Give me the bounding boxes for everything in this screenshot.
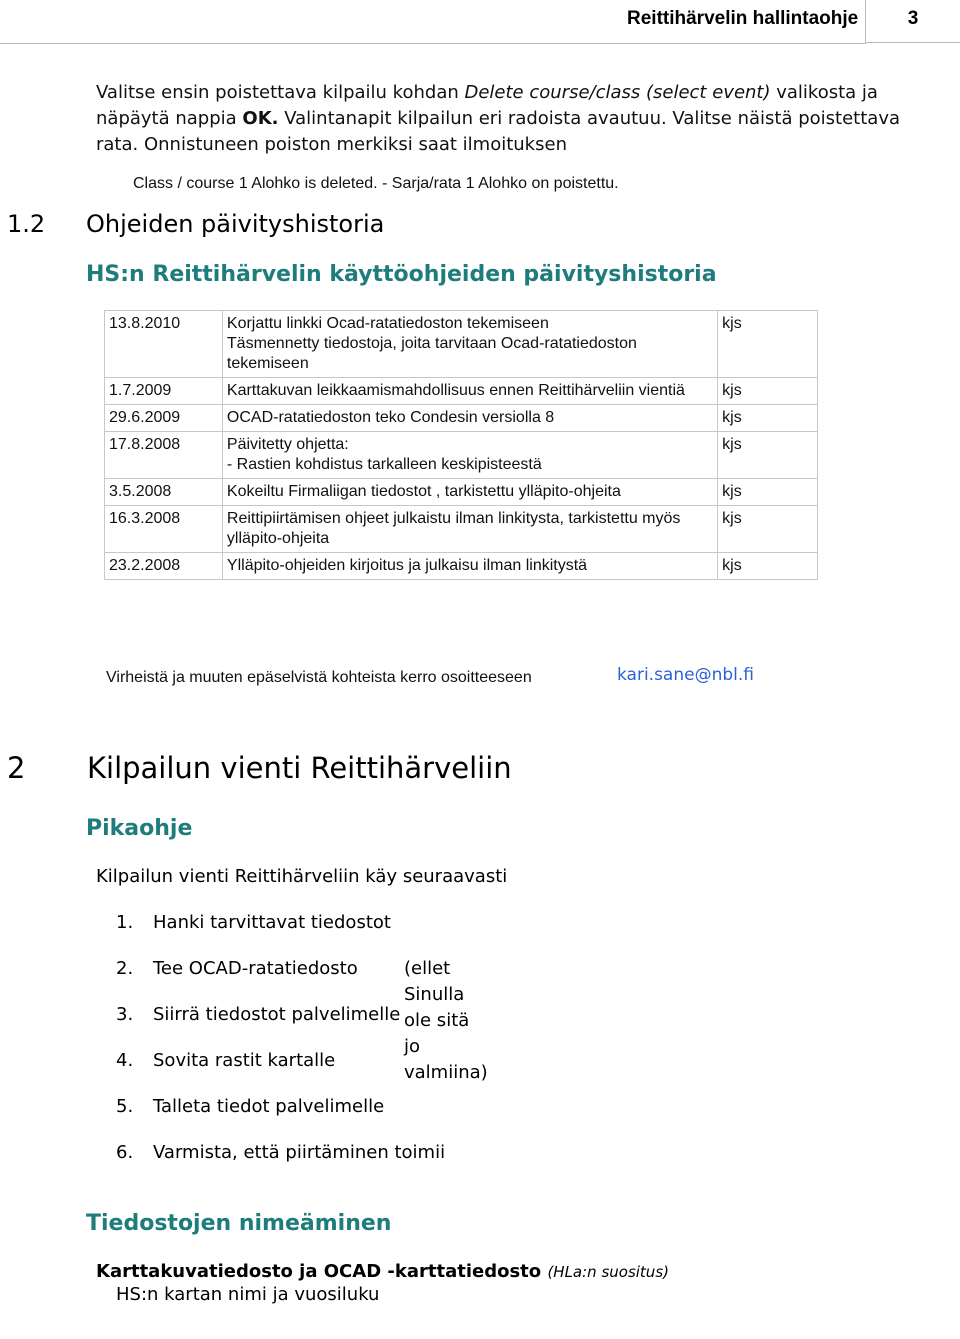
intro-part2: valikosta ja näpäytä nappia	[96, 82, 878, 129]
naming-heading: Tiedostojen nimeäminen	[86, 1211, 392, 1236]
step-number: 1.	[116, 912, 134, 933]
intro-paragraph	[96, 80, 946, 158]
history-description-line: Ylläpito-ohjeiden kirjoitus ja julkaisu ilman linkitystä	[226, 557, 588, 574]
list-item	[116, 1094, 445, 1140]
history-description	[222, 378, 717, 405]
history-author: kjs	[718, 311, 818, 378]
history-date: 23.2.2008	[105, 553, 223, 580]
step-text: Talleta tiedot palvelimelle	[153, 1096, 385, 1117]
feedback-text: Virheistä ja muuten epäselvistä kohteista kerro osoitteeseen	[106, 669, 532, 686]
list-item	[116, 1140, 445, 1186]
table-row	[105, 432, 818, 479]
section-number: 1.2	[7, 210, 46, 238]
table-row	[105, 311, 818, 378]
step-number: 4.	[116, 1050, 134, 1071]
history-description	[222, 506, 717, 553]
list-item	[116, 1048, 445, 1094]
naming-item-title: Karttakuvatiedosto ja OCAD -karttatiedosto	[96, 1261, 542, 1282]
page-number-box	[865, 0, 960, 43]
history-author: kjs	[718, 405, 818, 432]
step-text: Varmista, että piirtäminen toimii	[153, 1142, 446, 1163]
history-table	[104, 310, 818, 580]
naming-item-sub: HS:n kartan nimi ja vuosiluku	[116, 1284, 380, 1305]
history-date: 17.8.2008	[105, 432, 223, 479]
ok-label: OK.	[242, 108, 279, 129]
history-date: 1.7.2009	[105, 378, 223, 405]
history-description-line: Reittipiirtämisen ohjeet julkaistu ilman linkitysta, tarkistettu myös ylläpito-ohjeita	[226, 510, 681, 547]
header-rule	[0, 43, 866, 44]
history-date: 13.8.2010	[105, 311, 223, 378]
naming-item-note: (HLa:n suositus)	[547, 1263, 669, 1281]
history-description	[222, 479, 717, 506]
naming-item	[96, 1261, 669, 1282]
section-heading-1-2	[7, 210, 384, 238]
intro-part3: Valintanapit kilpailun eri radoista avautuu. Valitse näistä poistettava rata. Onnistuneen poiston merkiksi saat ilmoituksen	[96, 108, 901, 155]
table-row	[105, 405, 818, 432]
history-description-line: OCAD-ratatiedoston teko Condesin versiolla 8	[226, 409, 555, 426]
step-number: 5.	[116, 1096, 134, 1117]
history-description-line: Korjattu linkki Ocad-ratatiedoston tekemiseen	[226, 315, 549, 332]
page-number: 3	[907, 8, 919, 29]
intro-part1: Valitse ensin poistettava kilpailu kohdan	[96, 82, 465, 103]
history-author: kjs	[718, 479, 818, 506]
history-date: 3.5.2008	[105, 479, 223, 506]
history-description	[222, 553, 717, 580]
delete-notice: Class / course 1 Alohko is deleted. - Sarja/rata 1 Alohko on poistettu.	[133, 175, 619, 192]
step-number: 6.	[116, 1142, 134, 1163]
step-number: 2.	[116, 958, 134, 979]
step-text: Tee OCAD-ratatiedosto	[153, 958, 358, 979]
table-row	[105, 506, 818, 553]
step-number: 3.	[116, 1004, 134, 1025]
history-description-line: Karttakuvan leikkaamismahdollisuus ennen Reittihärveliin vientiä	[226, 382, 685, 399]
table-row	[105, 553, 818, 580]
section-title: Ohjeiden päivityshistoria	[86, 210, 385, 238]
history-description-line: - Rastien kohdistus tarkalleen keskipisteestä	[226, 456, 542, 473]
history-description-line: Päivitetty ohjetta:	[226, 436, 349, 453]
section-heading-2	[7, 751, 512, 785]
history-date: 29.6.2009	[105, 405, 223, 432]
step-note: (ellet Sinulla ole sitä jo valmiina)	[404, 958, 488, 1083]
running-header-title: Reittihärvelin hallintaohje	[627, 8, 859, 29]
pikaohje-intro: Kilpailun vienti Reittihärveliin käy seuraavasti	[96, 866, 508, 887]
history-author: kjs	[718, 432, 818, 479]
steps-list	[116, 910, 488, 1186]
history-description-line: Kokeiltu Firmaliigan tiedostot , tarkistettu ylläpito-ohjeita	[226, 483, 621, 500]
section-title: Kilpailun vienti Reittihärveliin	[87, 751, 512, 785]
history-author: kjs	[718, 553, 818, 580]
step-text: Sovita rastit kartalle	[153, 1050, 336, 1071]
table-row	[105, 479, 818, 506]
history-author: kjs	[718, 378, 818, 405]
list-item	[116, 910, 445, 956]
history-date: 16.3.2008	[105, 506, 223, 553]
menu-name: Delete course/class (select event)	[464, 82, 771, 103]
history-description	[222, 405, 717, 432]
step-text: Hanki tarvittavat tiedostot	[153, 912, 391, 933]
history-description-line: Täsmennetty tiedostoja, joita tarvitaan Ocad-ratatiedoston tekemiseen	[226, 335, 637, 372]
feedback-email-link[interactable]: kari.sane@nbl.fi	[617, 665, 754, 685]
history-description	[222, 432, 717, 479]
list-item	[116, 1002, 445, 1048]
history-author: kjs	[718, 506, 818, 553]
pikaohje-heading: Pikaohje	[86, 816, 193, 841]
table-row	[105, 378, 818, 405]
step-text: Siirrä tiedostot palvelimelle	[153, 1004, 401, 1025]
history-description	[222, 311, 717, 378]
history-heading: HS:n Reittihärvelin käyttöohjeiden päivityshistoria	[86, 262, 717, 287]
section-number: 2	[7, 751, 26, 785]
